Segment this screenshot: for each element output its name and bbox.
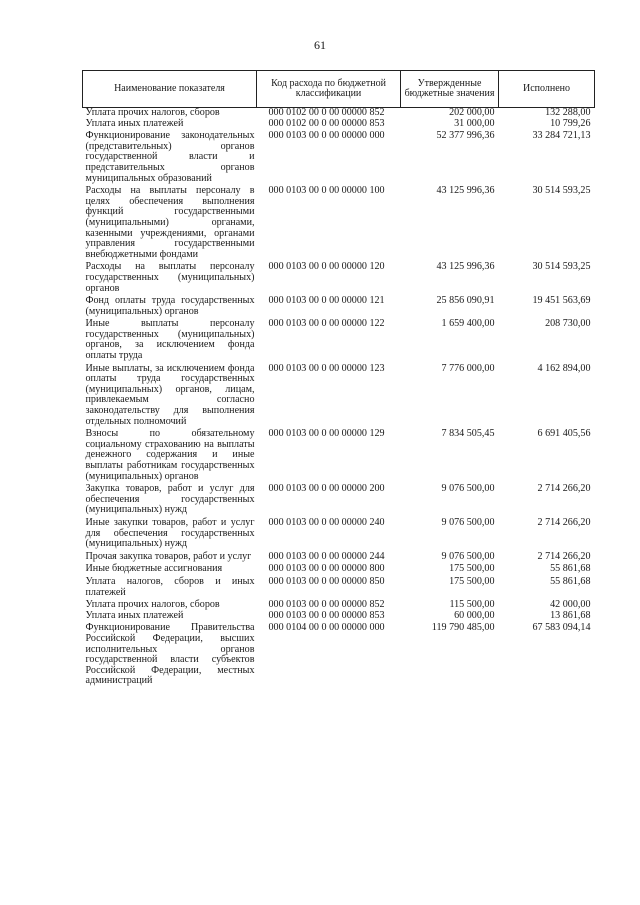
row-code: 000 0103 00 0 00 00000 200 [268, 483, 385, 495]
row-approved: 9 076 500,00 [441, 483, 495, 495]
row-approved: 7 834 505,45 [441, 428, 495, 440]
row-name: Иные закупки товаров, работ и услуг для обеспечения государственных (муниципальных) нужд [85, 516, 255, 550]
row-approved: 7 776 000,00 [441, 362, 495, 374]
header-executed: Исполнено [499, 71, 595, 108]
row-name: Взносы по обязательному социальному страхованию на выплаты денежного содержания и иные выплаты работникам государственных (муниципальных) органов [85, 428, 255, 482]
header-indicator-name: Наименование показателя [83, 71, 257, 108]
table-header [83, 71, 595, 108]
table-row [83, 611, 595, 622]
row-code: 000 0102 00 0 00 00000 853 [268, 117, 385, 129]
row-name: Функционирование Правительства Российской Федерации, высших исполнительных органов государственной власти субъектов Российской Федерации, местных администраций [85, 622, 255, 687]
table-row [83, 184, 595, 260]
row-code: 000 0103 00 0 00 00000 000 [268, 130, 385, 142]
row-name: Закупка товаров, работ и услуг для обеспечения государственных (муниципальных) нужд [85, 483, 255, 516]
row-approved: 31 000,00 [454, 117, 495, 129]
table-row [83, 260, 595, 294]
table-row [83, 621, 595, 687]
row-executed: 42 000,00 [550, 599, 591, 611]
row-name: Фонд оплаты труда государственных (муниципальных) органов [85, 295, 255, 317]
row-executed: 132 288,00 [545, 107, 591, 118]
table-row [83, 362, 595, 428]
row-name: Уплата прочих налогов, сборов [85, 599, 220, 611]
row-code: 000 0103 00 0 00 00000 850 [268, 575, 385, 587]
row-executed: 55 861,68 [550, 563, 591, 575]
row-code: 000 0103 00 0 00 00000 852 [268, 599, 385, 611]
table-row [83, 550, 595, 563]
row-name: Расходы на выплаты персоналу в целях обеспечения выполнения функций государственными (муниципальными) органами, казенными учреждениями, органами управления государственными внебюджетными фондами [85, 185, 255, 260]
row-code: 000 0104 00 0 00 00000 000 [268, 622, 385, 634]
row-code: 000 0103 00 0 00 00000 244 [268, 550, 385, 562]
row-code: 000 0103 00 0 00 00000 120 [268, 261, 385, 273]
table-row [83, 108, 595, 119]
row-name: Уплата налогов, сборов и иных платежей [85, 575, 255, 598]
row-code: 000 0103 00 0 00 00000 240 [268, 516, 385, 528]
row-name: Прочая закупка товаров, работ и услуг [85, 550, 252, 562]
table-row [83, 317, 595, 361]
row-approved: 52 377 996,36 [436, 130, 495, 142]
row-executed: 2 714 266,20 [537, 483, 591, 495]
row-approved: 25 856 090,91 [436, 295, 495, 307]
row-executed: 208 730,00 [545, 318, 591, 330]
table-row [83, 575, 595, 598]
row-code: 000 0102 00 0 00 00000 852 [268, 107, 385, 118]
row-executed: 2 714 266,20 [537, 550, 591, 562]
table-row [83, 129, 595, 184]
row-code: 000 0103 00 0 00 00000 129 [268, 428, 385, 440]
page-number: 61 [314, 38, 326, 52]
row-name: Уплата прочих налогов, сборов [85, 107, 220, 118]
budget-execution-table [82, 70, 595, 687]
row-approved: 1 659 400,00 [441, 318, 495, 330]
row-approved: 43 125 996,36 [436, 185, 495, 197]
row-approved: 115 500,00 [449, 599, 495, 611]
row-name: Расходы на выплаты персоналу государственных (муниципальных) органов [85, 261, 255, 294]
header-expense-code: Код расхода по бюджетной классификации [257, 71, 401, 108]
row-code: 000 0103 00 0 00 00000 121 [268, 295, 385, 307]
row-executed: 6 691 405,56 [537, 428, 591, 440]
row-executed: 30 514 593,25 [532, 261, 591, 273]
row-approved: 43 125 996,36 [436, 261, 495, 273]
row-executed: 4 162 894,00 [537, 362, 591, 374]
row-code: 000 0103 00 0 00 00000 853 [268, 609, 385, 621]
row-approved: 9 076 500,00 [441, 516, 495, 528]
row-executed: 10 799,26 [550, 117, 591, 129]
table-row [83, 427, 595, 482]
table-row [83, 516, 595, 550]
row-code: 000 0103 00 0 00 00000 100 [268, 185, 385, 197]
row-executed: 67 583 094,14 [532, 622, 591, 634]
row-approved: 202 000,00 [449, 107, 495, 118]
row-name: Уплата иных платежей [85, 609, 184, 621]
header-approved-values: Утвержденные бюджетные значения [401, 71, 499, 108]
row-name: Иные выплаты, за исключением фонда оплаты труда государственных (муниципальных) органов, лицам, привлекаемым согласно законодательству для выполнения отдельных полномочий [85, 362, 255, 427]
row-name: Уплата иных платежей [85, 117, 184, 129]
table-row [83, 119, 595, 130]
table-row [83, 598, 595, 611]
row-executed: 30 514 593,25 [532, 185, 591, 197]
row-name: Функционирование законодательных (представительных) органов государственной власти и представительных органов муниципальных образований [85, 130, 255, 184]
row-code: 000 0103 00 0 00 00000 122 [268, 318, 385, 330]
table-row [83, 482, 595, 516]
row-code: 000 0103 00 0 00 00000 800 [268, 563, 385, 575]
table-row [83, 294, 595, 317]
table-body [83, 108, 595, 687]
row-executed: 2 714 266,20 [537, 516, 591, 528]
row-approved: 60 000,00 [454, 609, 495, 621]
row-executed: 19 451 563,69 [532, 295, 591, 307]
table-row [83, 562, 595, 575]
row-executed: 33 284 721,13 [532, 130, 591, 142]
row-name: Иные выплаты персоналу государственных (муниципальных) органов, за исключением фонда оплаты труда [85, 318, 255, 362]
row-executed: 13 861,68 [550, 609, 591, 621]
row-approved: 9 076 500,00 [441, 550, 495, 562]
row-approved: 175 500,00 [449, 575, 495, 587]
row-approved: 119 790 485,00 [431, 622, 495, 634]
row-name: Иные бюджетные ассигнования [85, 563, 223, 575]
row-executed: 55 861,68 [550, 575, 591, 587]
row-code: 000 0103 00 0 00 00000 123 [268, 362, 385, 374]
row-approved: 175 500,00 [449, 563, 495, 575]
